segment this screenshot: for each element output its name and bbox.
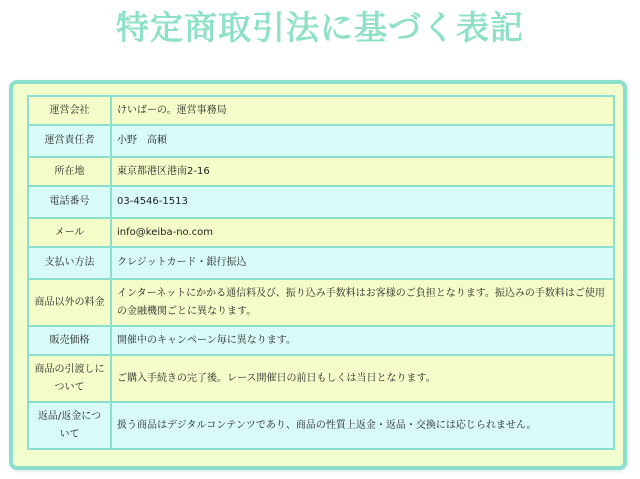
table-row-price [28,326,614,355]
row-value: 東京都港区港南2-16 [111,157,614,186]
row-label: 商品の引渡しについて [28,355,111,402]
row-value[interactable]: info@keiba-no.com [111,218,614,247]
row-value: 扱う商品はデジタルコンテンツであり、商品の性質上返金・返品・交換には応じられません。 [111,402,614,449]
row-label: 販売価格 [28,326,111,355]
table-row-extra-fees [28,279,614,326]
row-label: 返品/返金について [28,402,111,449]
row-value: 開催中のキャンペーン毎に異なります。 [111,326,614,355]
row-label: 支払い方法 [28,247,111,279]
table-row-company [28,96,614,125]
table-row-email [28,218,614,247]
row-label: メール [28,218,111,247]
row-label: 商品以外の料金 [28,279,111,326]
row-label: 所在地 [28,157,111,186]
table-row-phone [28,186,614,218]
row-value: クレジットカード・銀行振込 [111,247,614,279]
row-value: 小野 高頼 [111,125,614,157]
commerce-law-table [27,95,615,450]
row-label: 電話番号 [28,186,111,218]
table-row-manager [28,125,614,157]
page-title: 特定商取引法に基づく表記 [116,8,524,47]
row-value: 03-4546-1513 [111,186,614,218]
table-row-returns [28,402,614,449]
table-row-address [28,157,614,186]
row-label: 運営責任者 [28,125,111,157]
row-value: ご購入手続きの完了後。レース開催日の前日もしくは当日となります。 [111,355,614,402]
row-label: 運営会社 [28,96,111,125]
row-value: インターネットにかかる通信料及び、振り込み手数料はお客様のご負担となります。振込みの手数料はご使用の金融機関ごとに異なります。 [111,279,614,326]
table-row-payment [28,247,614,279]
row-value: けいばーの。運営事務局 [111,96,614,125]
table-row-delivery [28,355,614,402]
